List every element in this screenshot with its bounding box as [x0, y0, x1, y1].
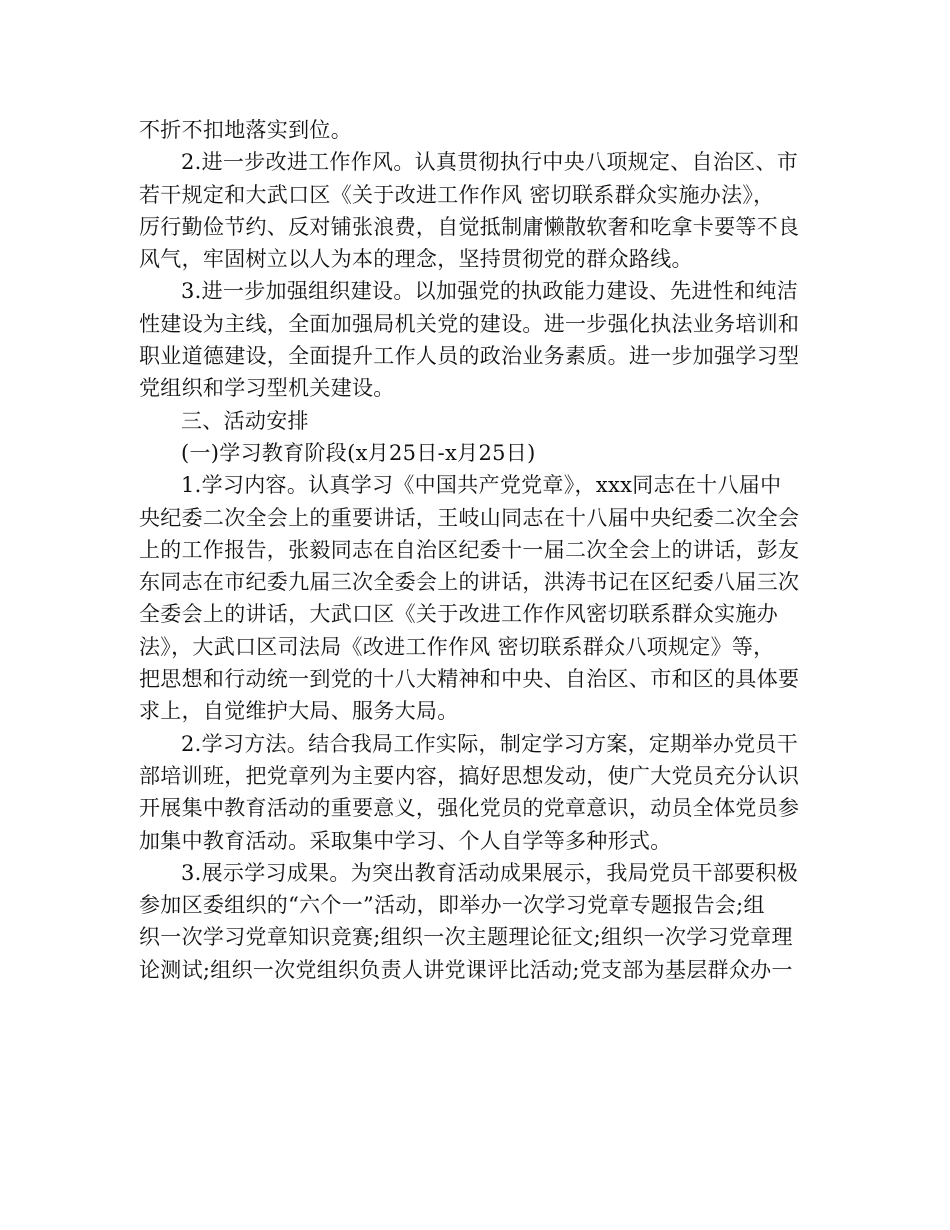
document-body: [139, 114, 811, 986]
text-line-8: 职业道德建设，全面提升工作人员的政治业务素质。进一步加强学习型: [139, 344, 800, 369]
text-line-15: 东同志在市纪委九届三次全委会上的讲话，洪涛书记在区纪委八届三次: [139, 570, 800, 595]
text-line-19: 求上，自觉维护大局、服务大局。: [139, 699, 459, 724]
text-line-20: 2.学习方法。结合我局工作实际，制定学习方案，定期举办党员干: [181, 731, 799, 756]
text-line-2: 2.进一步改进工作作风。认真贯彻执行中央八项规定、自治区、市: [181, 150, 799, 175]
text-line-14: 上的工作报告，张毅同志在自治区纪委十一届二次全会上的讲话，彭友: [139, 537, 800, 562]
text-line-12: 1.学习内容。认真学习《中国共产党党章》，xxx同志在十八届中: [181, 473, 782, 498]
section-heading-activity-arrangement: 三、活动安排: [181, 408, 309, 433]
text-line-18: 把思想和行动统一到党的十八大精神和中央、自治区、市和区的具体要: [139, 667, 800, 692]
text-line-21: 部培训班，把党章列为主要内容，搞好思想发动，使广大党员充分认识: [139, 763, 800, 788]
text-line-9: 党组织和学习型机关建设。: [139, 376, 395, 401]
text-line-16: 全委会上的讲话，大武口区《关于改进工作作风密切联系群众实施办: [139, 602, 778, 627]
text-line-6: 3.进一步加强组织建设。以加强党的执政能力建设、先进性和纯洁: [181, 279, 799, 304]
text-line-26: 织一次学习党章知识竞赛;组织一次主题理论征文;组织一次学习党章理: [139, 925, 793, 950]
text-line-5: 风气，牢固树立以人为本的理念，坚持贯彻党的群众路线。: [139, 247, 693, 272]
text-line-24: 3.展示学习成果。为突出教育活动成果展示，我局党员干部要积极: [181, 860, 799, 885]
text-line-4: 厉行勤俭节约、反对铺张浪费，自觉抵制庸懒散软奢和吃拿卡要等不良: [139, 214, 800, 239]
text-line-7: 性建设为主线，全面加强局机关党的建设。进一步强化执法业务培训和: [139, 311, 800, 336]
text-line-17: 法》，大武口区司法局《改进工作作风 密切联系群众八项规定》等，: [139, 634, 775, 659]
subsection-heading-study-stage: (一)学习教育阶段(x月25日-x月25日): [181, 440, 536, 465]
text-line-3: 若干规定和大武口区《关于改进工作作风 密切联系群众实施办法》，: [139, 182, 775, 207]
text-line-13: 央纪委二次全会上的重要讲话，王岐山同志在十八届中央纪委二次全会: [139, 505, 800, 530]
text-line-22: 开展集中教育活动的重要意义，强化党员的党章意识，动员全体党员参: [139, 796, 800, 821]
text-line-25: 参加区委组织的“六个一”活动，即举办一次学习党章专题报告会;组: [139, 893, 765, 918]
text-line-1: 不折不扣地落实到位。: [139, 118, 352, 142]
text-line-27: 论测试;组织一次党组织负责人讲党课评比活动;党支部为基层群众办一: [139, 957, 793, 982]
text-line-23: 加集中教育活动。采取集中学习、个人自学等多种形式。: [139, 828, 672, 853]
